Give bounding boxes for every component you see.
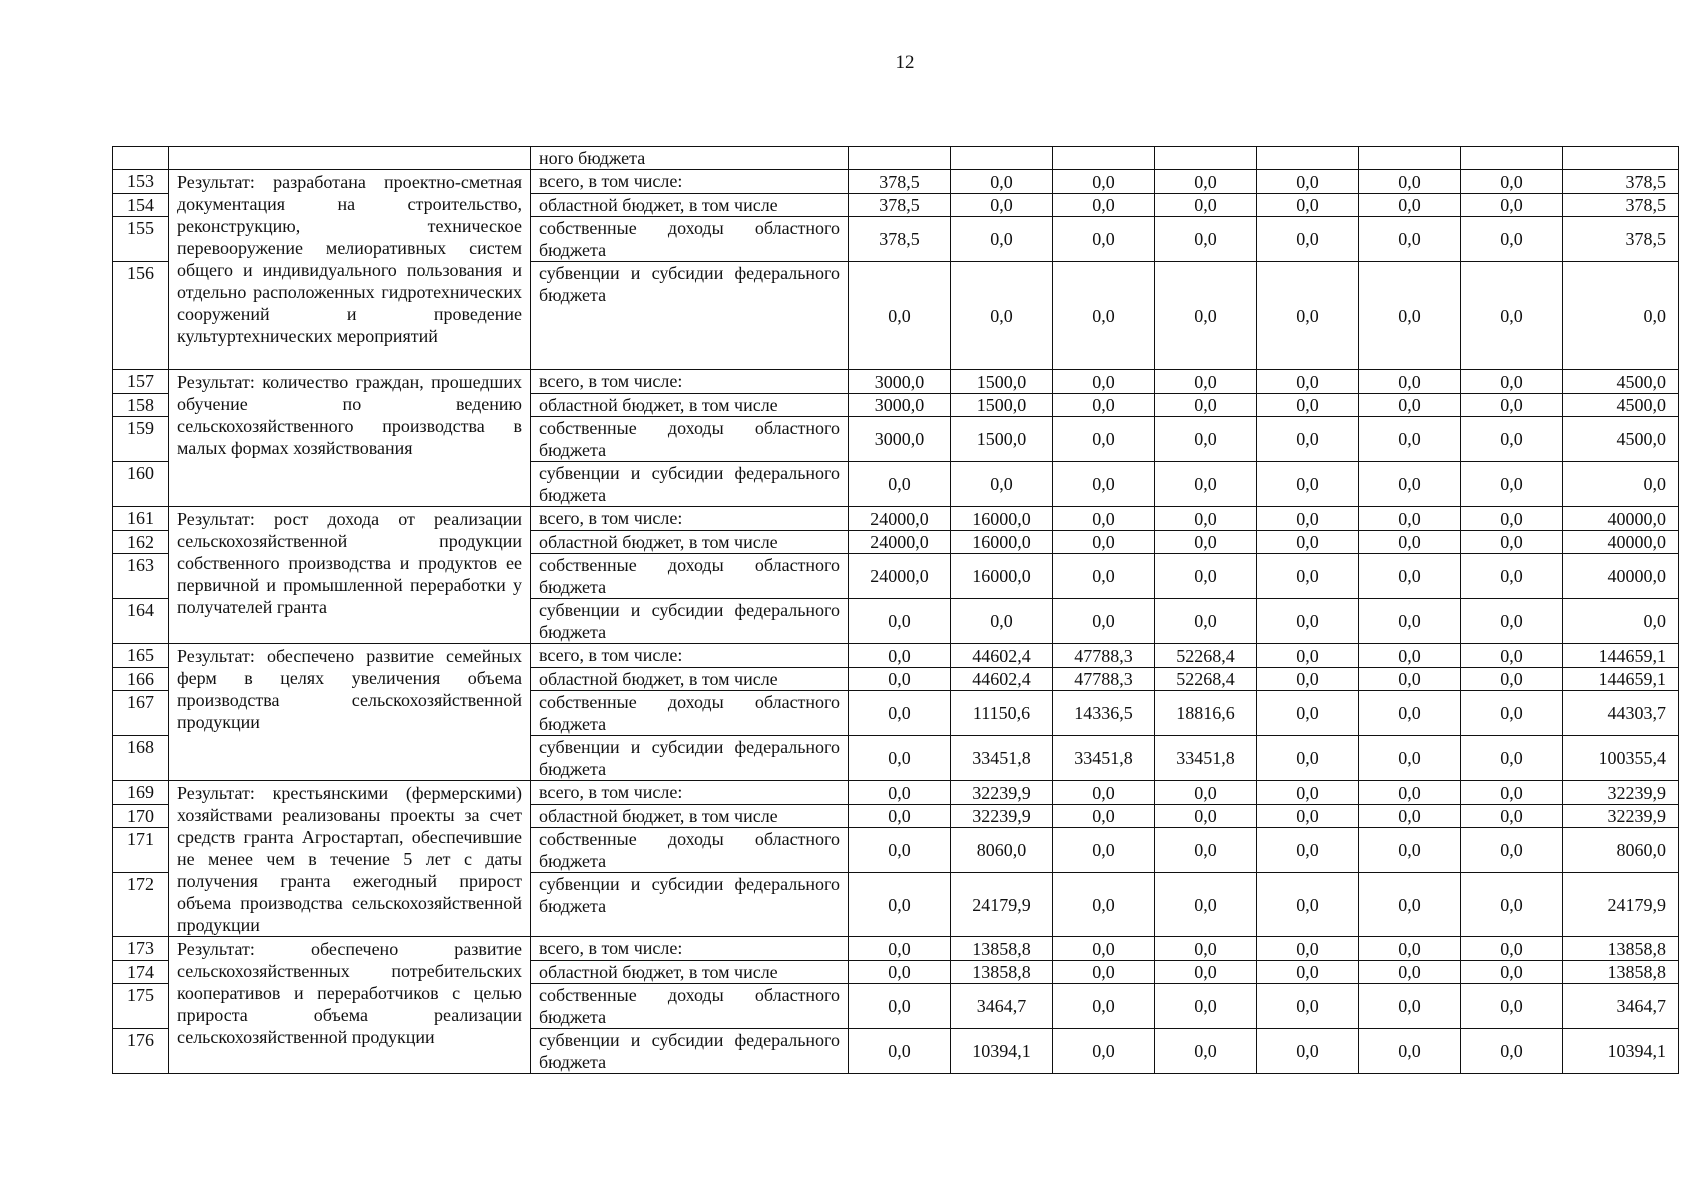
- value-cell: 0,0: [1155, 394, 1257, 417]
- value-cell: 11150,6: [951, 691, 1053, 736]
- funding-source-cell: всего, в том числе:: [531, 370, 849, 394]
- total-cell: 24179,9: [1563, 873, 1679, 937]
- value-cell: 0,0: [849, 462, 951, 507]
- total-cell: 378,5: [1563, 194, 1679, 217]
- value-cell: 0,0: [1155, 262, 1257, 370]
- value-cell: 0,0: [1053, 394, 1155, 417]
- row-number-cell: 160: [113, 462, 169, 507]
- total-cell: 144659,1: [1563, 668, 1679, 691]
- value-cell: 0,0: [1155, 599, 1257, 644]
- value-cell: 0,0: [1359, 599, 1461, 644]
- value-cell: 0,0: [1257, 805, 1359, 828]
- value-cell: 44602,4: [951, 644, 1053, 668]
- value-cell: 0,0: [1257, 370, 1359, 394]
- value-cell: 0,0: [1461, 984, 1563, 1029]
- value-cell: 24000,0: [849, 554, 951, 599]
- value-cell: 14336,5: [1053, 691, 1155, 736]
- value-cell: 0,0: [849, 262, 951, 370]
- total-cell: 40000,0: [1563, 507, 1679, 531]
- value-cell: 0,0: [1461, 644, 1563, 668]
- funding-source-cell: областной бюджет, в том числе: [531, 668, 849, 691]
- row-number-cell: 171: [113, 828, 169, 873]
- value-cell: 0,0: [1461, 217, 1563, 262]
- value-cell: 0,0: [849, 828, 951, 873]
- value-cell: 0,0: [849, 668, 951, 691]
- value-cell: 0,0: [1155, 370, 1257, 394]
- total-cell: 100355,4: [1563, 736, 1679, 781]
- value-cell: 0,0: [1359, 961, 1461, 984]
- value-cell: 0,0: [1359, 984, 1461, 1029]
- value-cell: 0,0: [1359, 531, 1461, 554]
- value-cell: [951, 147, 1053, 170]
- value-cell: [1053, 147, 1155, 170]
- value-cell: 52268,4: [1155, 644, 1257, 668]
- value-cell: 0,0: [1461, 961, 1563, 984]
- result-cell: [169, 147, 531, 170]
- value-cell: 0,0: [1461, 937, 1563, 961]
- value-cell: 0,0: [1461, 828, 1563, 873]
- value-cell: 0,0: [1359, 554, 1461, 599]
- value-cell: 0,0: [1053, 1029, 1155, 1074]
- row-number-cell: 155: [113, 217, 169, 262]
- value-cell: 0,0: [849, 961, 951, 984]
- row-number-cell: 170: [113, 805, 169, 828]
- value-cell: 33451,8: [1155, 736, 1257, 781]
- value-cell: 0,0: [1155, 217, 1257, 262]
- funding-source-cell: субвенции и субсидии федерального бюджета: [531, 736, 849, 781]
- row-number-cell: 162: [113, 531, 169, 554]
- value-cell: 0,0: [1053, 507, 1155, 531]
- value-cell: 0,0: [951, 217, 1053, 262]
- funding-source-cell: субвенции и субсидии федерального бюджета: [531, 599, 849, 644]
- value-cell: 0,0: [1461, 873, 1563, 937]
- row-number-cell: 158: [113, 394, 169, 417]
- value-cell: 0,0: [1359, 644, 1461, 668]
- value-cell: 0,0: [1461, 554, 1563, 599]
- total-cell: 0,0: [1563, 462, 1679, 507]
- funding-source-cell: собственные доходы областного бюджета: [531, 417, 849, 462]
- value-cell: 0,0: [849, 805, 951, 828]
- value-cell: 33451,8: [951, 736, 1053, 781]
- value-cell: 0,0: [849, 599, 951, 644]
- funding-source-cell: собственные доходы областного бюджета: [531, 984, 849, 1029]
- value-cell: 378,5: [849, 170, 951, 194]
- value-cell: 0,0: [1053, 873, 1155, 937]
- value-cell: 0,0: [1053, 417, 1155, 462]
- total-cell: 10394,1: [1563, 1029, 1679, 1074]
- value-cell: 0,0: [849, 984, 951, 1029]
- funding-source-cell: всего, в том числе:: [531, 937, 849, 961]
- value-cell: 3000,0: [849, 417, 951, 462]
- value-cell: 0,0: [1257, 961, 1359, 984]
- row-number-cell: 154: [113, 194, 169, 217]
- value-cell: 0,0: [1461, 781, 1563, 805]
- funding-source-cell: собственные доходы областного бюджета: [531, 828, 849, 873]
- total-cell: 13858,8: [1563, 937, 1679, 961]
- value-cell: 0,0: [1257, 507, 1359, 531]
- funding-source-cell: всего, в том числе:: [531, 781, 849, 805]
- row-number-cell: 165: [113, 644, 169, 668]
- table-row: [113, 644, 1679, 668]
- funding-source-cell: областной бюджет, в том числе: [531, 805, 849, 828]
- value-cell: 0,0: [1359, 781, 1461, 805]
- value-cell: 0,0: [1257, 873, 1359, 937]
- value-cell: 0,0: [1257, 781, 1359, 805]
- value-cell: 0,0: [951, 462, 1053, 507]
- value-cell: 0,0: [1461, 170, 1563, 194]
- value-cell: 0,0: [1461, 462, 1563, 507]
- value-cell: 0,0: [1155, 805, 1257, 828]
- value-cell: 0,0: [1257, 170, 1359, 194]
- value-cell: 0,0: [1359, 370, 1461, 394]
- row-number-cell: 157: [113, 370, 169, 394]
- value-cell: 0,0: [951, 194, 1053, 217]
- value-cell: 0,0: [1155, 417, 1257, 462]
- value-cell: 0,0: [1053, 805, 1155, 828]
- funding-source-cell: субвенции и субсидии федерального бюджета: [531, 262, 849, 370]
- value-cell: 0,0: [1053, 828, 1155, 873]
- total-cell: 13858,8: [1563, 961, 1679, 984]
- value-cell: 0,0: [1461, 1029, 1563, 1074]
- total-cell: 144659,1: [1563, 644, 1679, 668]
- value-cell: 0,0: [1461, 507, 1563, 531]
- funding-source-cell: собственные доходы областного бюджета: [531, 691, 849, 736]
- value-cell: 0,0: [1053, 937, 1155, 961]
- value-cell: 0,0: [1257, 394, 1359, 417]
- value-cell: 0,0: [1053, 599, 1155, 644]
- value-cell: 0,0: [1461, 262, 1563, 370]
- value-cell: 0,0: [1461, 194, 1563, 217]
- result-description-cell: Результат: количество граждан, прошедших обучение по ведению сельскохозяйственного производства в малых формах хозяйствования: [169, 370, 531, 507]
- value-cell: 0,0: [1155, 937, 1257, 961]
- row-number-cell: 168: [113, 736, 169, 781]
- value-cell: 378,5: [849, 194, 951, 217]
- row-number-cell: 174: [113, 961, 169, 984]
- value-cell: 0,0: [1053, 961, 1155, 984]
- funding-source-cell: всего, в том числе:: [531, 170, 849, 194]
- value-cell: 52268,4: [1155, 668, 1257, 691]
- value-cell: 0,0: [1461, 417, 1563, 462]
- value-cell: 0,0: [1257, 736, 1359, 781]
- value-cell: 44602,4: [951, 668, 1053, 691]
- value-cell: 3464,7: [951, 984, 1053, 1029]
- table-row: [113, 507, 1679, 531]
- value-cell: 0,0: [1257, 599, 1359, 644]
- total-cell: 40000,0: [1563, 531, 1679, 554]
- value-cell: 0,0: [1359, 805, 1461, 828]
- table-row: [113, 170, 1679, 194]
- value-cell: 0,0: [1257, 531, 1359, 554]
- value-cell: 16000,0: [951, 531, 1053, 554]
- value-cell: 16000,0: [951, 554, 1053, 599]
- total-cell: 40000,0: [1563, 554, 1679, 599]
- value-cell: 18816,6: [1155, 691, 1257, 736]
- value-cell: 0,0: [1359, 937, 1461, 961]
- row-number-cell: 169: [113, 781, 169, 805]
- value-cell: 32239,9: [951, 805, 1053, 828]
- funding-source-cell: всего, в том числе:: [531, 507, 849, 531]
- value-cell: 1500,0: [951, 370, 1053, 394]
- value-cell: 0,0: [1257, 668, 1359, 691]
- table-row: [113, 781, 1679, 805]
- value-cell: 0,0: [1257, 417, 1359, 462]
- value-cell: 0,0: [1257, 828, 1359, 873]
- budget-table: [112, 146, 1679, 1074]
- value-cell: 0,0: [1461, 668, 1563, 691]
- value-cell: 0,0: [1155, 531, 1257, 554]
- row-number-cell: 163: [113, 554, 169, 599]
- value-cell: 32239,9: [951, 781, 1053, 805]
- value-cell: 0,0: [1359, 1029, 1461, 1074]
- value-cell: 24179,9: [951, 873, 1053, 937]
- total-cell: 3464,7: [1563, 984, 1679, 1029]
- value-cell: 0,0: [1257, 984, 1359, 1029]
- value-cell: 0,0: [1053, 781, 1155, 805]
- value-cell: [849, 147, 951, 170]
- total-cell: [1563, 147, 1679, 170]
- total-cell: 44303,7: [1563, 691, 1679, 736]
- value-cell: 0,0: [1257, 1029, 1359, 1074]
- value-cell: 0,0: [1359, 736, 1461, 781]
- value-cell: 24000,0: [849, 507, 951, 531]
- value-cell: 10394,1: [951, 1029, 1053, 1074]
- value-cell: 0,0: [1257, 194, 1359, 217]
- result-description-cell: Результат: рост дохода от реализации сельскохозяйственной продукции собственного производства и продуктов ее первичной и промышленной переработки у получателей гранта: [169, 507, 531, 644]
- value-cell: 0,0: [1053, 554, 1155, 599]
- value-cell: 0,0: [849, 736, 951, 781]
- value-cell: 0,0: [1359, 507, 1461, 531]
- value-cell: 0,0: [1155, 873, 1257, 937]
- result-description-cell: Результат: обеспечено развитие сельскохозяйственных потребительских кооперативов и переработчиков с целью прироста объема реализации сельскохозяйственной продукции: [169, 937, 531, 1074]
- value-cell: 0,0: [1461, 691, 1563, 736]
- funding-source-cell: собственные доходы областного бюджета: [531, 217, 849, 262]
- result-description-cell: Результат: обеспечено развитие семейных ферм в целях увеличения объема производства сельскохозяйственной продукции: [169, 644, 531, 781]
- result-description-cell: Результат: крестьянскими (фермерскими) хозяйствами реализованы проекты за счет средств гранта Агростартап, обеспечившие не менее чем в течение 5 лет с даты получения гранта ежегодный прирост объема производства сельскохозяйственной продукции: [169, 781, 531, 937]
- value-cell: 16000,0: [951, 507, 1053, 531]
- row-number-cell: [113, 147, 169, 170]
- value-cell: 0,0: [849, 644, 951, 668]
- value-cell: 0,0: [1461, 370, 1563, 394]
- value-cell: 0,0: [849, 1029, 951, 1074]
- value-cell: 0,0: [1053, 370, 1155, 394]
- value-cell: 0,0: [1155, 781, 1257, 805]
- value-cell: 0,0: [1053, 531, 1155, 554]
- value-cell: 0,0: [1359, 668, 1461, 691]
- total-cell: 8060,0: [1563, 828, 1679, 873]
- total-cell: 378,5: [1563, 170, 1679, 194]
- row-number-cell: 175: [113, 984, 169, 1029]
- value-cell: 0,0: [1155, 961, 1257, 984]
- value-cell: 0,0: [1053, 194, 1155, 217]
- total-cell: 4500,0: [1563, 394, 1679, 417]
- result-description-cell: Результат: разработана проектно-сметная документация на строительство, реконструкцию, техническое перевооружение мелиоративных систем общего и индивидуального пользования и отдельно расположенных гидротехнических сооружений и проведение культуртехнических мероприятий: [169, 170, 531, 370]
- value-cell: 0,0: [849, 937, 951, 961]
- funding-source-cell: всего, в том числе:: [531, 644, 849, 668]
- row-number-cell: 153: [113, 170, 169, 194]
- value-cell: [1155, 147, 1257, 170]
- table-row: [113, 370, 1679, 394]
- row-number-cell: 164: [113, 599, 169, 644]
- value-cell: 0,0: [1359, 170, 1461, 194]
- value-cell: 1500,0: [951, 394, 1053, 417]
- value-cell: 0,0: [1257, 262, 1359, 370]
- total-cell: 32239,9: [1563, 781, 1679, 805]
- total-cell: 4500,0: [1563, 370, 1679, 394]
- value-cell: 0,0: [1461, 805, 1563, 828]
- value-cell: 1500,0: [951, 417, 1053, 462]
- value-cell: 0,0: [849, 781, 951, 805]
- value-cell: 378,5: [849, 217, 951, 262]
- page-number: 12: [895, 52, 915, 73]
- funding-source-cell: областной бюджет, в том числе: [531, 194, 849, 217]
- value-cell: 8060,0: [951, 828, 1053, 873]
- total-cell: 378,5: [1563, 217, 1679, 262]
- value-cell: 0,0: [1053, 217, 1155, 262]
- row-number-cell: 156: [113, 262, 169, 370]
- value-cell: 0,0: [1461, 394, 1563, 417]
- funding-source-cell: собственные доходы областного бюджета: [531, 554, 849, 599]
- row-number-cell: 167: [113, 691, 169, 736]
- value-cell: 0,0: [1053, 984, 1155, 1029]
- value-cell: 0,0: [1155, 1029, 1257, 1074]
- value-cell: 0,0: [1155, 462, 1257, 507]
- value-cell: 0,0: [1257, 462, 1359, 507]
- funding-source-cell: субвенции и субсидии федерального бюджета: [531, 873, 849, 937]
- funding-source-cell: областной бюджет, в том числе: [531, 531, 849, 554]
- value-cell: 0,0: [1155, 984, 1257, 1029]
- row-number-cell: 172: [113, 873, 169, 937]
- value-cell: 3000,0: [849, 394, 951, 417]
- value-cell: 13858,8: [951, 937, 1053, 961]
- value-cell: 0,0: [1257, 937, 1359, 961]
- value-cell: 47788,3: [1053, 644, 1155, 668]
- value-cell: 0,0: [1461, 599, 1563, 644]
- row-number-cell: 176: [113, 1029, 169, 1074]
- funding-source-cell: субвенции и субсидии федерального бюджета: [531, 462, 849, 507]
- value-cell: 0,0: [849, 873, 951, 937]
- value-cell: 0,0: [1359, 417, 1461, 462]
- value-cell: 0,0: [1359, 462, 1461, 507]
- value-cell: 3000,0: [849, 370, 951, 394]
- value-cell: 0,0: [951, 262, 1053, 370]
- value-cell: 13858,8: [951, 961, 1053, 984]
- value-cell: 0,0: [1257, 554, 1359, 599]
- funding-source-cell: областной бюджет, в том числе: [531, 961, 849, 984]
- value-cell: 0,0: [849, 691, 951, 736]
- value-cell: 0,0: [1461, 531, 1563, 554]
- row-number-cell: 161: [113, 507, 169, 531]
- value-cell: 0,0: [951, 170, 1053, 194]
- table-row: [113, 937, 1679, 961]
- value-cell: 0,0: [951, 599, 1053, 644]
- value-cell: 0,0: [1359, 194, 1461, 217]
- value-cell: 0,0: [1053, 462, 1155, 507]
- value-cell: 0,0: [1359, 262, 1461, 370]
- total-cell: 0,0: [1563, 262, 1679, 370]
- value-cell: 0,0: [1053, 170, 1155, 194]
- value-cell: 0,0: [1461, 736, 1563, 781]
- value-cell: 0,0: [1155, 170, 1257, 194]
- total-cell: 32239,9: [1563, 805, 1679, 828]
- value-cell: 24000,0: [849, 531, 951, 554]
- value-cell: 0,0: [1155, 828, 1257, 873]
- value-cell: 47788,3: [1053, 668, 1155, 691]
- header-continuation-row: [113, 147, 1679, 170]
- value-cell: 0,0: [1359, 217, 1461, 262]
- value-cell: 0,0: [1359, 394, 1461, 417]
- value-cell: 0,0: [1257, 217, 1359, 262]
- total-cell: 0,0: [1563, 599, 1679, 644]
- value-cell: 0,0: [1155, 554, 1257, 599]
- value-cell: 0,0: [1359, 691, 1461, 736]
- value-cell: 0,0: [1359, 828, 1461, 873]
- row-number-cell: 159: [113, 417, 169, 462]
- value-cell: [1257, 147, 1359, 170]
- value-cell: 0,0: [1359, 873, 1461, 937]
- value-cell: 0,0: [1155, 194, 1257, 217]
- value-cell: 0,0: [1257, 691, 1359, 736]
- funding-source-cell: областной бюджет, в том числе: [531, 394, 849, 417]
- source-cell: ного бюджета: [531, 147, 849, 170]
- row-number-cell: 173: [113, 937, 169, 961]
- value-cell: [1359, 147, 1461, 170]
- value-cell: 0,0: [1257, 644, 1359, 668]
- funding-source-cell: субвенции и субсидии федерального бюджета: [531, 1029, 849, 1074]
- value-cell: [1461, 147, 1563, 170]
- total-cell: 4500,0: [1563, 417, 1679, 462]
- value-cell: 0,0: [1155, 507, 1257, 531]
- value-cell: 33451,8: [1053, 736, 1155, 781]
- value-cell: 0,0: [1053, 262, 1155, 370]
- row-number-cell: 166: [113, 668, 169, 691]
- table-body: [113, 147, 1679, 1074]
